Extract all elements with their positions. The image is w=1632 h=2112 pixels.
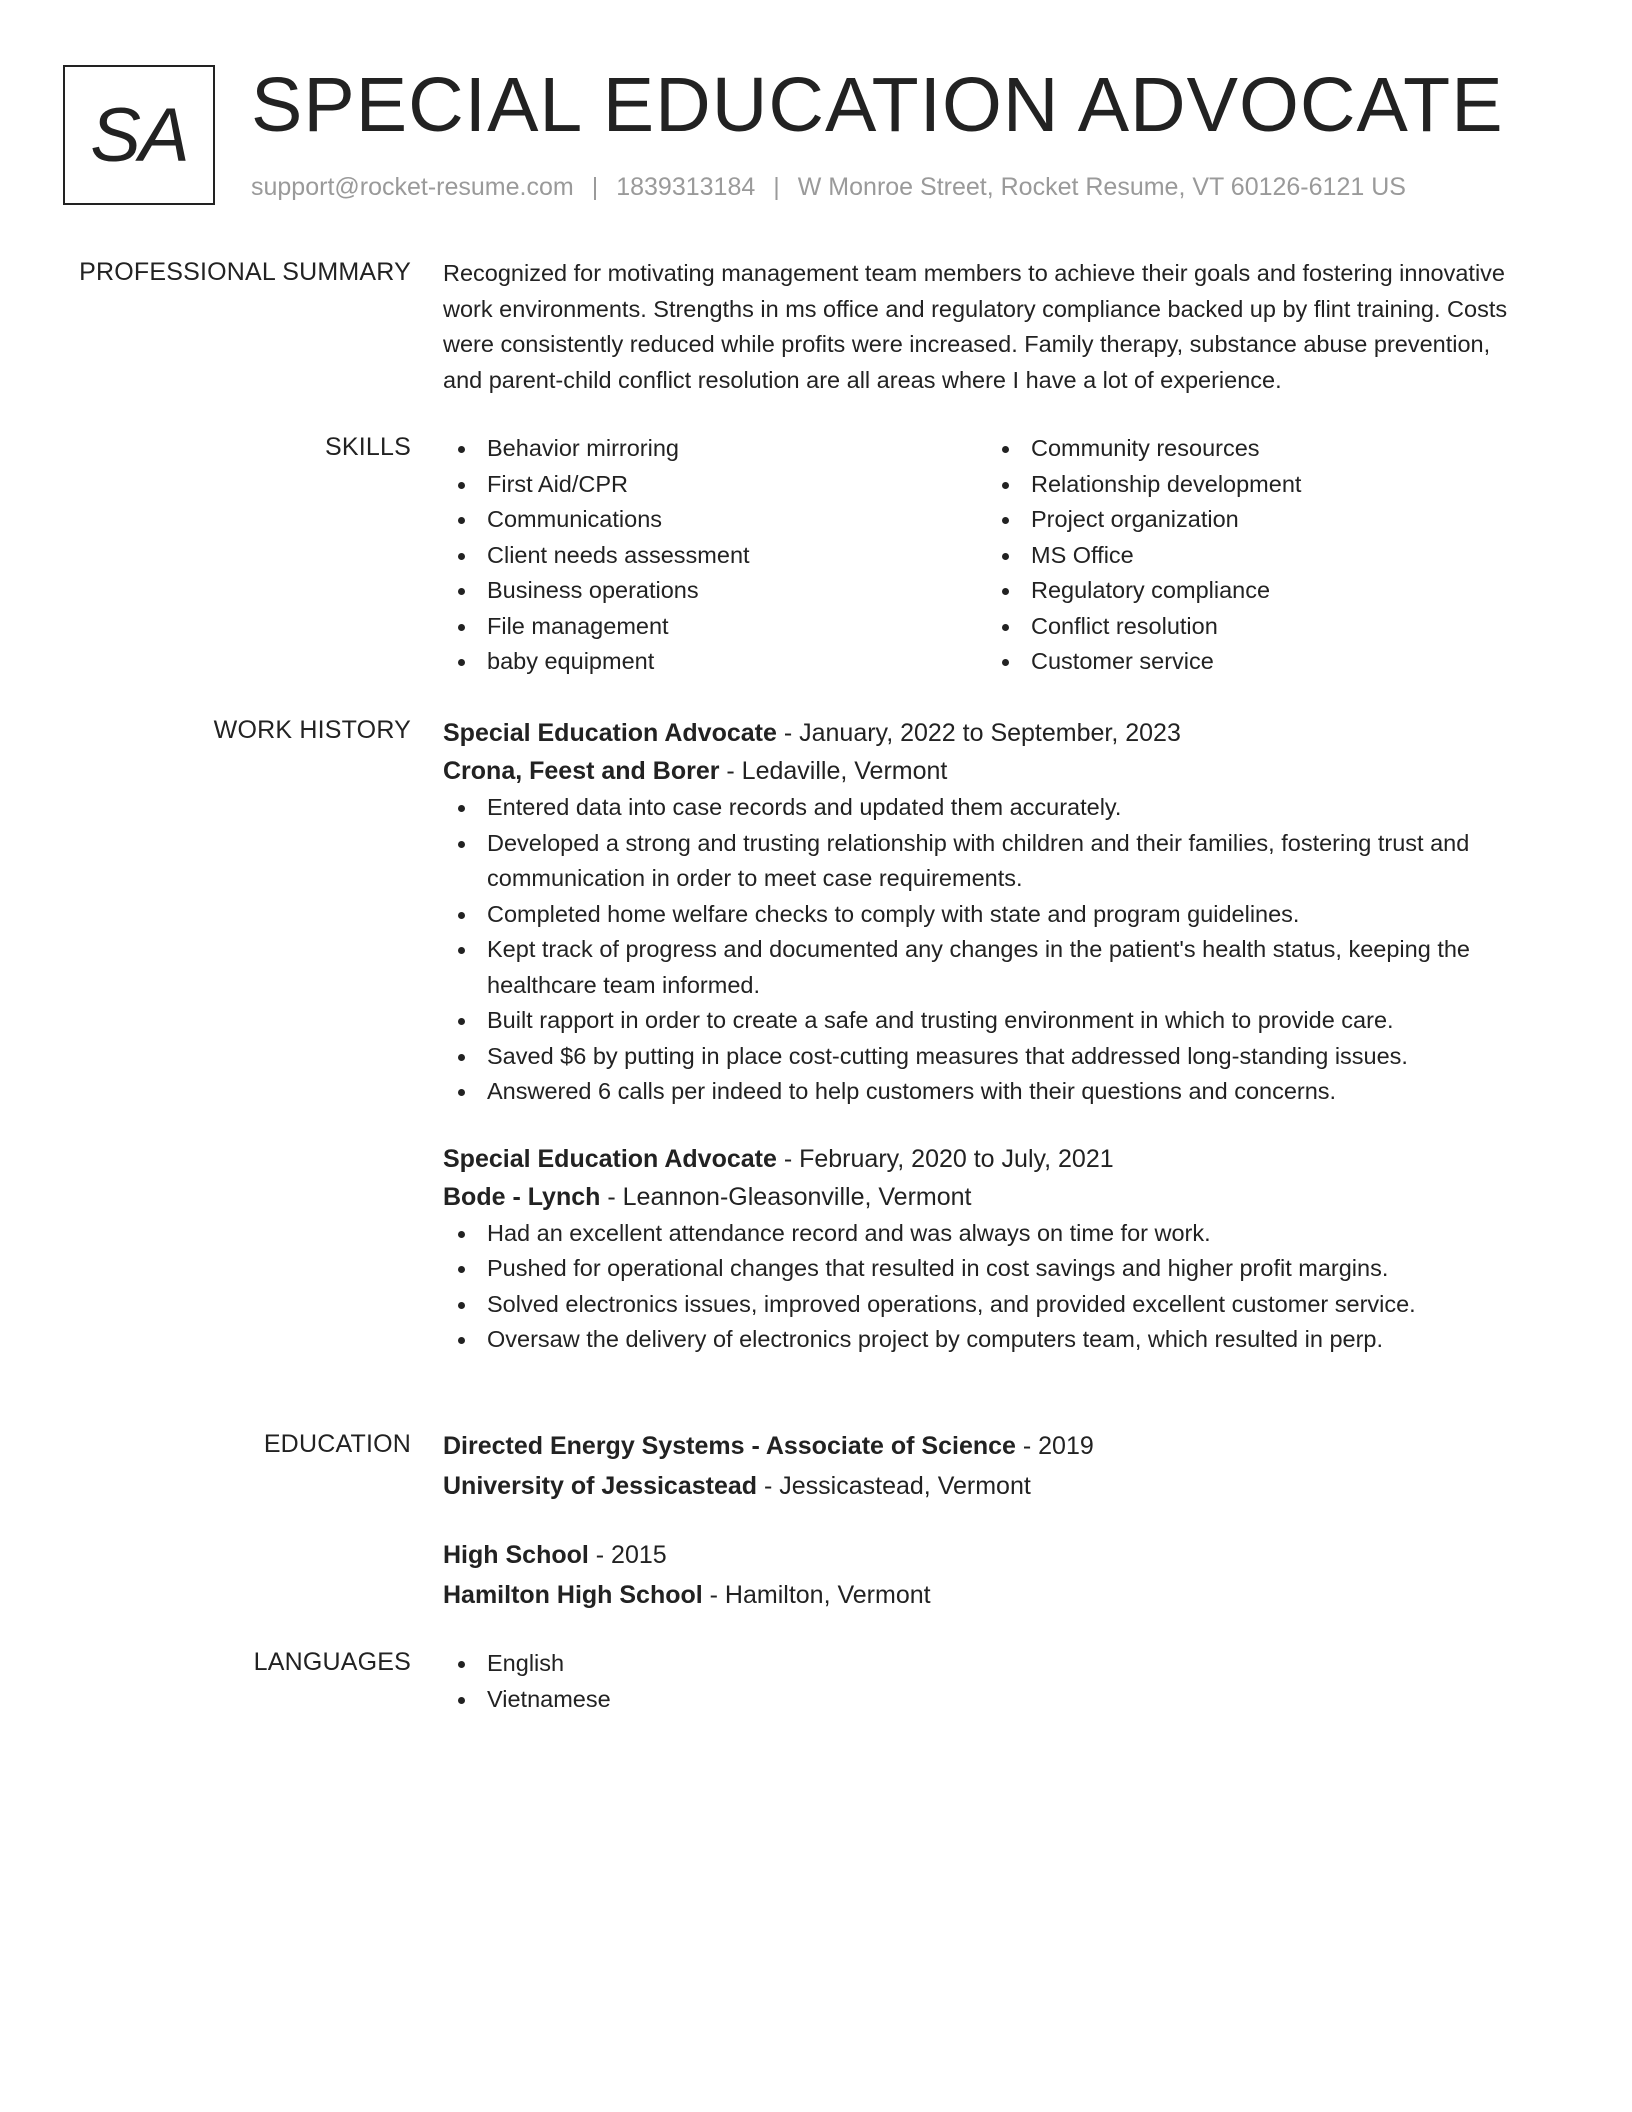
job-title: Special Education Advocate — [443, 1144, 777, 1173]
education-entry — [443, 1426, 1533, 1506]
education-year: - 2015 — [588, 1541, 667, 1569]
job-company-line — [443, 752, 1533, 790]
skill-item: Relationship development — [987, 467, 1531, 503]
job-bullets — [443, 1216, 1533, 1358]
contact-email[interactable]: support@rocket-resume.com — [251, 173, 574, 201]
education-school-line — [443, 1575, 1533, 1615]
job-title: Special Education Advocate — [443, 719, 777, 747]
education-location: - Jessicastead, Vermont — [757, 1472, 1031, 1500]
job-bullet: Solved electronics issues, improved operations, and provided excellent customer service. — [443, 1287, 1533, 1323]
job-location: - Ledaville, Vermont — [719, 757, 948, 785]
contact-separator: | — [591, 173, 599, 201]
language-item: Vietnamese — [443, 1682, 1533, 1718]
job-bullet: Built rapport in order to create a safe and trusting environment in which to provide care. — [443, 1003, 1533, 1039]
summary-body — [443, 256, 1533, 398]
education-school: Hamilton High School — [443, 1581, 703, 1609]
skill-item: Community resources — [987, 431, 1531, 467]
skill-item: Client needs assessment — [443, 538, 987, 574]
education-school-line — [443, 1466, 1533, 1506]
job-bullet: Entered data into case records and updated them accurately. — [443, 790, 1533, 826]
job-dates: - January, 2022 to September, 2023 — [776, 719, 1181, 747]
education-degree-line — [443, 1426, 1533, 1466]
job-bullets — [443, 790, 1533, 1110]
job-bullet: Completed home welfare checks to comply with state and program guidelines. — [443, 897, 1533, 933]
education-school: University of Jessicastead — [443, 1472, 758, 1500]
education-entry — [443, 1535, 1533, 1615]
job-bullet: Pushed for operational changes that resulted in cost savings and higher profit margins. — [443, 1251, 1533, 1287]
job-bullet: Oversaw the delivery of electronics project by computers team, which resulted in perp. — [443, 1322, 1533, 1358]
job-location: - Leannon-Gleasonville, Vermont — [600, 1182, 972, 1211]
skill-item: Regulatory compliance — [987, 573, 1531, 609]
education-degree-line — [443, 1535, 1533, 1575]
job-company-line — [443, 1178, 1533, 1216]
section-label-education: EDUCATION — [263, 1430, 411, 1458]
work-history-body — [443, 714, 1533, 1358]
language-item: English — [443, 1646, 1533, 1682]
skills-list-right — [987, 431, 1531, 680]
skills-grid — [443, 431, 1533, 680]
job-entry — [443, 714, 1533, 1110]
skills-list-left — [443, 431, 987, 680]
contact-separator: | — [773, 173, 780, 201]
skill-item: Behavior mirroring — [443, 431, 987, 467]
job-bullet: Developed a strong and trusting relationship with children and their families, fostering trust and communication in order to meet case requirements. — [443, 826, 1533, 897]
job-bullet: Saved $6 by putting in place cost-cutting measures that addressed long-standing issues. — [443, 1039, 1533, 1075]
contact-phone[interactable]: 1839313184 — [616, 173, 756, 201]
skill-item: MS Office — [987, 538, 1531, 574]
section-label-work: WORK HISTORY — [213, 716, 411, 744]
job-company: Crona, Feest and Borer — [443, 757, 720, 785]
skill-item: Business operations — [443, 573, 987, 609]
section-label-skills: SKILLS — [325, 433, 411, 461]
languages-body — [443, 1646, 1533, 1717]
education-degree: High School — [443, 1541, 589, 1569]
skill-item: Conflict resolution — [987, 609, 1531, 645]
job-company: Bode - Lynch — [443, 1182, 601, 1211]
section-label-languages: LANGUAGES — [253, 1648, 411, 1676]
education-body — [443, 1426, 1533, 1615]
skill-item: First Aid/CPR — [443, 467, 987, 503]
job-entry — [443, 1140, 1533, 1358]
job-title-line — [443, 714, 1533, 752]
skill-item: Project organization — [987, 502, 1531, 538]
resume-header — [63, 62, 1563, 210]
skill-item: Communications — [443, 502, 987, 538]
contact-line — [251, 173, 1406, 202]
job-bullet: Kept track of progress and documented any changes in the patient's health status, keeping the healthcare team informed. — [443, 932, 1533, 1003]
summary-text: Recognized for motivating management team members to achieve their goals and fostering innovative work environments. Strengths in ms office and regulatory compliance backed up by flint training. Costs were consistently reduced while profits were increased. Family therapy, substance abuse prevention, and parent-child conflict resolution are all areas where I have a lot of experience. — [443, 260, 1508, 393]
job-bullet: Answered 6 calls per indeed to help customers with their questions and concerns. — [443, 1074, 1533, 1110]
skill-item: baby equipment — [443, 644, 987, 680]
page-title: SPECIAL EDUCATION ADVOCATE — [251, 62, 1504, 148]
job-title-line — [443, 1140, 1533, 1178]
education-degree: Directed Energy Systems - Associate of Science — [443, 1432, 1016, 1460]
skill-item: File management — [443, 609, 987, 645]
contact-address: W Monroe Street, Rocket Resume, VT 60126-6121 US — [797, 173, 1406, 201]
job-dates: - February, 2020 to July, 2021 — [776, 1144, 1114, 1173]
section-label-summary: PROFESSIONAL SUMMARY — [79, 258, 411, 286]
languages-list — [443, 1646, 1533, 1717]
job-bullet: Had an excellent attendance record and was always on time for work. — [443, 1216, 1533, 1252]
monogram: SA — [63, 65, 215, 205]
education-location: - Hamilton, Vermont — [702, 1581, 931, 1609]
skill-item: Customer service — [987, 644, 1531, 680]
education-year: - 2019 — [1015, 1432, 1094, 1460]
